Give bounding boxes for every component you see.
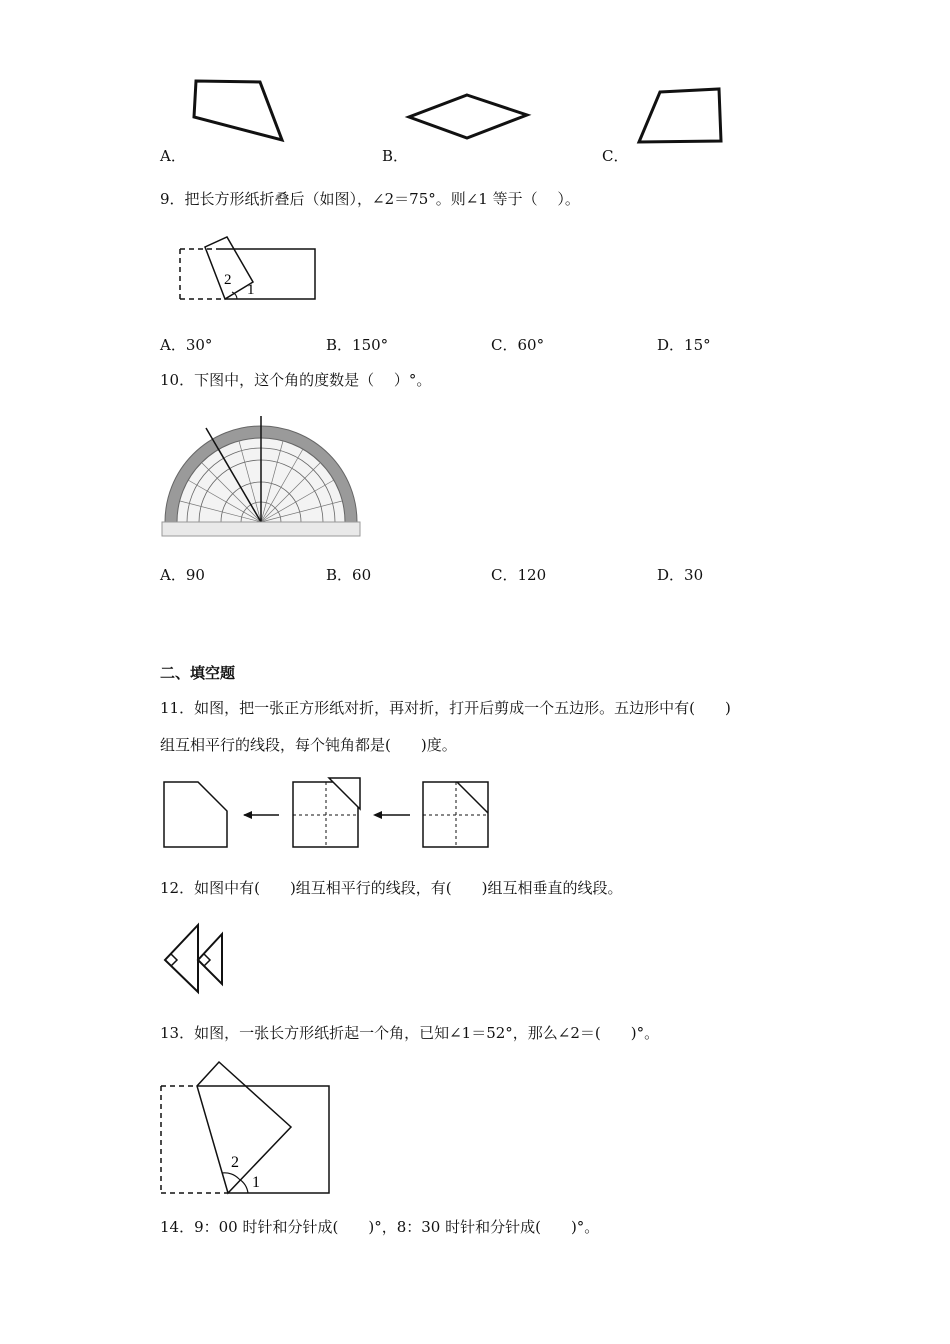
q8-option-b[interactable]: B． <box>382 147 409 165</box>
q12-triangles-figure <box>160 920 235 1000</box>
q9-angle-1-label: 1 <box>247 282 255 298</box>
q13-angle-1-label: 1 <box>252 1174 260 1191</box>
q9-option-b[interactable]: B．150° <box>326 336 389 354</box>
q8-shape-b <box>405 90 535 150</box>
q13-folded-rectangle-figure <box>155 1058 340 1203</box>
q14-question-text: 14．9：00 时针和分针成( )°，8：30 时针和分针成( )°。 <box>160 1218 600 1236</box>
q9-angle-2-label: 2 <box>224 272 232 288</box>
q10-option-a[interactable]: A．90 <box>160 566 205 584</box>
q10-protractor-figure <box>160 410 365 540</box>
q9-option-d[interactable]: D．15° <box>657 336 711 354</box>
section-title: 二、填空题 <box>160 664 236 682</box>
q8-shape-a <box>190 75 290 145</box>
q8-option-c[interactable]: C． <box>602 147 629 165</box>
q11-question-line1: 11．如图，把一张正方形纸对折，再对折，打开后剪成一个五边形。五边形中有( ) <box>160 699 731 717</box>
q10-option-c[interactable]: C．120 <box>491 566 547 584</box>
q10-question-text: 10．下图中，这个角的度数是（ ）°。 <box>160 371 432 389</box>
q9-option-a[interactable]: A．30° <box>160 336 213 354</box>
q11-folding-figure <box>160 775 495 855</box>
q9-option-c[interactable]: C．60° <box>491 336 545 354</box>
q9-folded-rectangle-figure <box>175 230 325 310</box>
q10-option-b[interactable]: B．60 <box>326 566 372 584</box>
q10-option-d[interactable]: D．30 <box>657 566 704 584</box>
q8-option-a[interactable]: A． <box>160 147 186 165</box>
q13-question-text: 13．如图，一张长方形纸折起一个角，已知∠1＝52°，那么∠2＝( )°。 <box>160 1024 660 1042</box>
q12-question-text: 12．如图中有( )组互相平行的线段，有( )组互相垂直的线段。 <box>160 879 623 897</box>
q9-question-text: 9．把长方形纸折叠后（如图），∠2＝75°。则∠1 等于（ ）。 <box>160 190 580 208</box>
q8-shape-c <box>635 85 730 150</box>
q11-question-line2: 组互相平行的线段，每个钝角都是( )度。 <box>160 736 457 754</box>
q13-angle-2-label: 2 <box>231 1154 239 1171</box>
